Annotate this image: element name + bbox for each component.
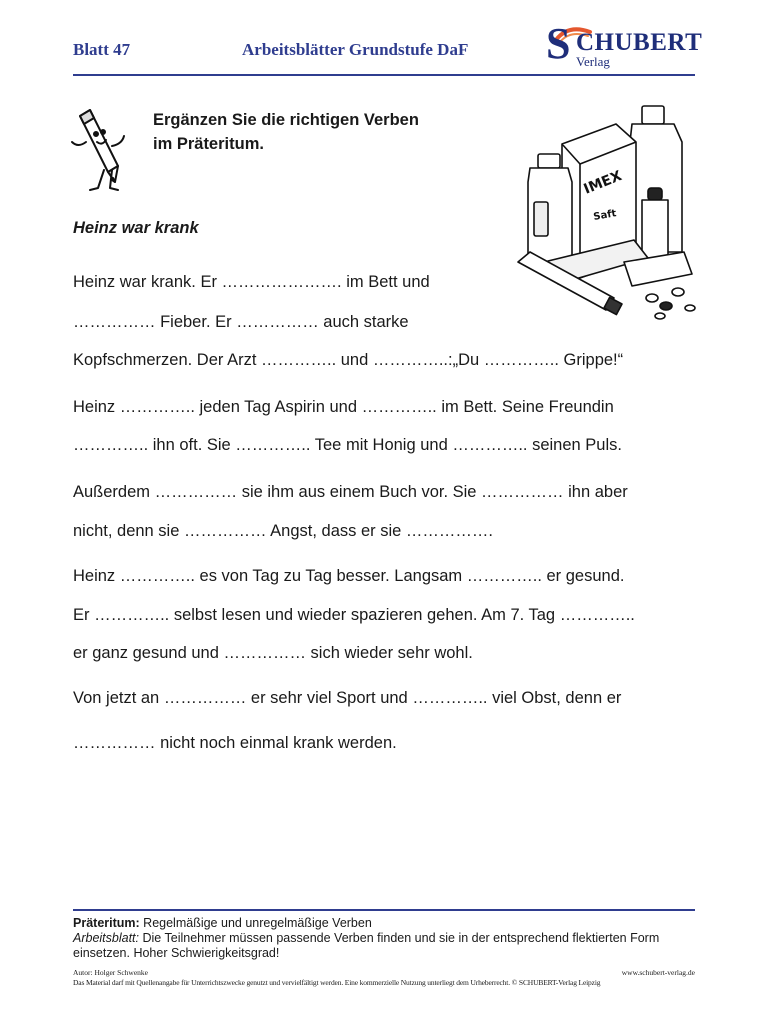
author-credit: Autor: Holger Schwenke xyxy=(73,968,148,977)
story-line: er ganz gesund und …………… sich wieder sehr wohl. xyxy=(73,644,473,662)
box-label: IMEX xyxy=(581,168,625,198)
story-line: Er ………….. selbst lesen und wieder spazieren gehen. Am 7. Tag ………….. xyxy=(73,606,635,624)
copyright-notice: Das Material darf mit Quellenangabe für Unterrichtszwecke genutzt und vervielfältigt werden. Eine kommerzielle Nutzung unterliegt dem Urheberrecht. © SCHUBERT-Verlag Leipzig xyxy=(73,978,601,987)
box-sublabel: Saft xyxy=(592,208,618,223)
publisher-logo xyxy=(546,19,703,72)
footer-description xyxy=(73,916,703,961)
pencil-mascot-icon xyxy=(68,108,128,194)
topic-label: Präteritum: xyxy=(73,916,140,930)
footer-divider xyxy=(73,909,695,911)
website-link[interactable]: www.schubert-verlag.de xyxy=(621,968,695,977)
instruction-line-2: im Präteritum. xyxy=(153,135,264,153)
logo-subtitle: Verlag xyxy=(576,54,610,69)
story-line: Heinz war krank. Er …………………. im Bett und xyxy=(73,273,430,291)
sheet-label: Arbeitsblatt: xyxy=(73,931,140,945)
instruction xyxy=(153,108,419,156)
sheet-text: Die Teilnehmer müssen passende Verben finden und sie in der entsprechend flektierten Form xyxy=(142,931,660,945)
instruction-line-1: Ergänzen Sie die richtigen Verben xyxy=(153,111,419,129)
story-line: Von jetzt an …………… er sehr viel Sport und ………….. viel Obst, denn er xyxy=(73,689,622,707)
sheet-number: Blatt 47 xyxy=(73,40,131,59)
story-line: Heinz ………….. jeden Tag Aspirin und ………….. im Bett. Seine Freundin xyxy=(73,398,614,416)
story-title: Heinz war krank xyxy=(73,219,199,237)
story-line: Kopfschmerzen. Der Arzt ………….. und …………..:„Du ………….. Grippe!“ xyxy=(73,351,624,369)
header-divider xyxy=(73,74,695,76)
logo-name: CHUBERT xyxy=(576,29,703,56)
topic-text: Regelmäßige und unregelmäßige Verben xyxy=(143,916,372,930)
story-line: …………… Fieber. Er …………… auch starke xyxy=(73,313,409,331)
story-line: Außerdem …………… sie ihm aus einem Buch vor. Sie …………… ihn aber xyxy=(73,483,628,501)
story-line: …………… nicht noch einmal krank werden. xyxy=(73,734,397,752)
sheet-text-continued: einsetzen. Hoher Schwierigkeitsgrad! xyxy=(73,946,280,960)
story-line: Heinz ………….. es von Tag zu Tag besser. Langsam ………….. er gesund. xyxy=(73,567,625,585)
story-line: nicht, denn sie …………… Angst, dass er sie ……………. xyxy=(73,522,493,540)
series-title: Arbeitsblätter Grundstufe DaF xyxy=(242,40,469,59)
medicine-illustration xyxy=(514,102,700,328)
logo-initial: S xyxy=(546,19,571,68)
story-line: ………….. ihn oft. Sie ………….. Tee mit Honig und ………….. seinen Puls. xyxy=(73,436,622,454)
